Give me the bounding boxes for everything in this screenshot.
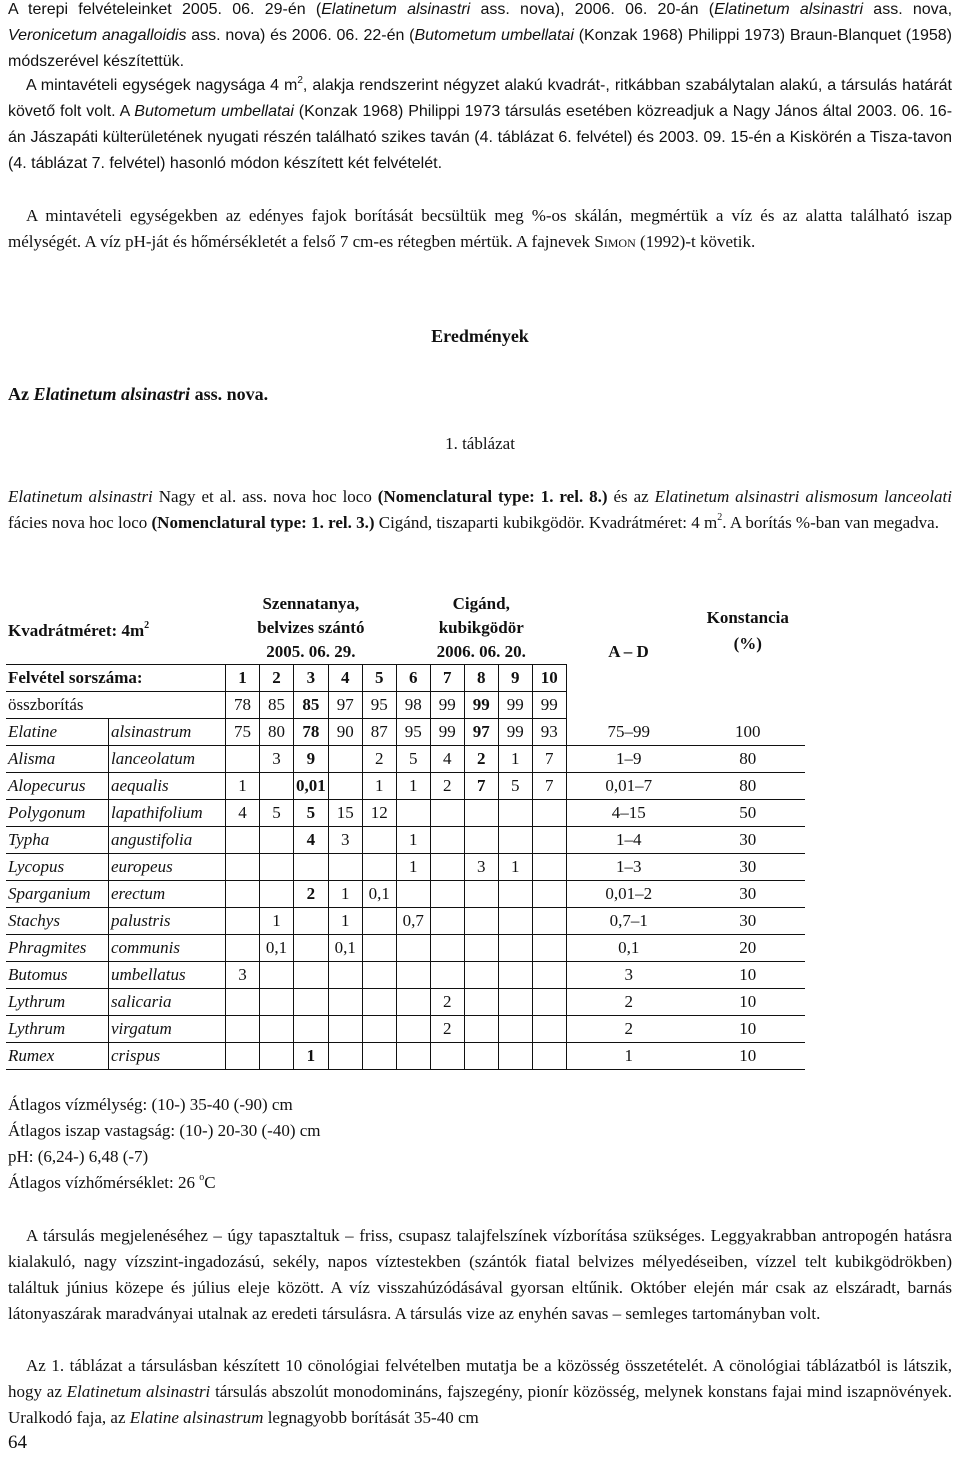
releve-number: 4	[328, 665, 362, 692]
cover-value	[362, 908, 396, 935]
releve-number: 5	[362, 665, 396, 692]
cover-value	[430, 908, 464, 935]
species-epithet: erectum	[109, 881, 226, 908]
ph-range: pH: (6,24-) 6,48 (-7)	[8, 1147, 149, 1166]
cover-value	[532, 827, 566, 854]
ad-value: 4–15	[566, 800, 691, 827]
cover-value	[328, 962, 362, 989]
cover-value	[362, 935, 396, 962]
ad-value: 1–4	[566, 827, 691, 854]
cover-value	[260, 773, 294, 800]
cover-value: 5	[294, 800, 329, 827]
cover-value	[532, 881, 566, 908]
species-genus: Alopecurus	[6, 773, 109, 800]
cover-value: 1	[328, 908, 362, 935]
species-epithet: lanceolatum	[109, 746, 226, 773]
site-statistics	[8, 1092, 321, 1196]
body-paragraph-2: Az 1. táblázat a társulásban készített 10 cönológiai felvételben mutatja be a közösség összetételét. A cönológiai táblázatból is látszik, hogy az Elatinetum alsinastri társulás abszolút monodomináns, fajszegény, pionír közösség, melynek konstans fajai mind iszapnövények. Uralkodó faja, az Elatine alsinastrum legnagyobb borítását 35-40 cm	[8, 1356, 952, 1427]
species-genus: Alisma	[6, 746, 109, 773]
cover-value	[362, 854, 396, 881]
cover-value	[532, 962, 566, 989]
cover-value	[532, 854, 566, 881]
cover-value: 1	[260, 908, 294, 935]
cover-value: 2	[430, 989, 464, 1016]
intro-paragraph-3: A mintavételi egységekben az edényes fajok borítását becsültük meg %-os skálán, megmértük a víz és az alatta található iszap mélységét. A víz pH-ját és hőmérsékletét a felső 7 cm-es rétegben mértük. A fajnevek Simon (1992)-t követik.	[8, 206, 952, 251]
cover-value: 95	[362, 692, 396, 719]
cover-value	[498, 881, 532, 908]
cover-value	[464, 935, 498, 962]
cover-value: 99	[464, 692, 498, 719]
cover-value: 78	[294, 719, 329, 746]
cover-value	[430, 1043, 464, 1070]
cover-value	[328, 773, 362, 800]
cover-value	[464, 908, 498, 935]
species-epithet: virgatum	[109, 1016, 226, 1043]
results-heading: Eredmények	[431, 326, 529, 346]
cover-value	[260, 1016, 294, 1043]
cover-value: 2	[430, 1016, 464, 1043]
species-genus: Rumex	[6, 1043, 109, 1070]
cover-value	[464, 1043, 498, 1070]
section-title: Az Elatinetum alsinastri ass. nova.	[8, 384, 269, 404]
konstancia-value: 80	[691, 746, 805, 773]
species-row	[6, 773, 805, 800]
species-epithet: palustris	[109, 908, 226, 935]
cover-value	[294, 1016, 329, 1043]
species-epithet: crispus	[109, 1043, 226, 1070]
quadrat-size-header: Kvadrátméret: $4m^2$	[8, 620, 150, 640]
cover-value	[498, 827, 532, 854]
cover-value: 1	[396, 773, 430, 800]
cover-value: 1	[498, 854, 532, 881]
konstancia-header: Konstancia (%)	[706, 608, 789, 654]
species-genus: Phragmites	[6, 935, 109, 962]
species-epithet: salicaria	[109, 989, 226, 1016]
intro-paragraph-2: A mintavételi egységek nagysága 4 $m^2$, alakja rendszerint négyzet alakú kvadrát-, ritkábban szabálytalan alakú, a társulás határát követő folt volt. A Butometum umbellatai (Konzak 1968) Philippi 1973 társulás esetében közreadjuk a Nagy János által 2003. 06. 16-án Jászapáti külterületének nyugati részén található szikes taván (4. táblázat 6. felvétel) és 2003. 09. 15-én a Kiskörén a Tisza-tavon (4. táblázat 7. felvétel) hasonló módon készített két felvételét.	[8, 74, 953, 172]
species-row	[6, 1016, 805, 1043]
cover-value: 93	[532, 719, 566, 746]
cover-value: 97	[328, 692, 362, 719]
species-genus: Stachys	[6, 908, 109, 935]
cover-value	[226, 881, 260, 908]
releve-number: 1	[226, 665, 260, 692]
cover-value	[498, 935, 532, 962]
cover-value	[226, 1043, 260, 1070]
konstancia-value: 80	[691, 773, 805, 800]
cover-value: 1	[396, 827, 430, 854]
table-number: 1. táblázat	[445, 434, 515, 453]
cover-value	[294, 854, 329, 881]
cover-value: 99	[498, 719, 532, 746]
species-row	[6, 908, 805, 935]
cover-value	[328, 1043, 362, 1070]
cover-value: 15	[328, 800, 362, 827]
cover-value: 4	[226, 800, 260, 827]
cover-value: 7	[464, 773, 498, 800]
cover-value	[430, 827, 464, 854]
cover-value	[396, 962, 430, 989]
cover-value: 99	[532, 692, 566, 719]
species-epithet: alsinastrum	[109, 719, 226, 746]
cover-value: 80	[260, 719, 294, 746]
cover-value	[396, 935, 430, 962]
avg-water-depth: Átlagos vízmélység: (10-) 35-40 (-90) cm	[8, 1095, 293, 1114]
cover-value	[294, 962, 329, 989]
species-epithet: umbellatus	[109, 962, 226, 989]
konstancia-value: 30	[691, 881, 805, 908]
cover-value	[396, 1016, 430, 1043]
cover-value	[430, 854, 464, 881]
cover-value: 0,1	[362, 881, 396, 908]
cover-value: 85	[260, 692, 294, 719]
cover-value: 3	[464, 854, 498, 881]
cover-value	[498, 962, 532, 989]
cover-value: 3	[328, 827, 362, 854]
cover-value: 5	[498, 773, 532, 800]
konstancia-value: 100	[691, 719, 805, 746]
cover-value	[430, 881, 464, 908]
cover-value	[362, 989, 396, 1016]
species-genus: Lythrum	[6, 989, 109, 1016]
cover-value: 3	[226, 962, 260, 989]
releve-number: 2	[260, 665, 294, 692]
cover-value	[532, 1016, 566, 1043]
cover-value: 5	[260, 800, 294, 827]
cover-value	[226, 908, 260, 935]
releve-number: 10	[532, 665, 566, 692]
cover-value	[226, 854, 260, 881]
cover-value: 9	[294, 746, 329, 773]
releve-number: 3	[294, 665, 329, 692]
ad-value: 0,01–2	[566, 881, 691, 908]
total-cover-label: összborítás	[6, 692, 226, 719]
body-paragraph-1: A társulás megjelenéséhez – úgy tapasztaltuk – friss, csupasz talajfelszínek vízborítása szükséges. Leggyakrabban antropogén hatásra kialakuló, nagy vízszint-ingadozású, sekély, napos víztestekben (szántók fiatal belvizes mélyedéseiben, vízzel telt kubikgödrökben) találtuk június közepe és július eleje között. A víz visszahúzódásával gyorsan eltűnik. Október elején már csak az elszáradt, barnás látonyaszárak maradványai utalnak az eredeti társulásra. A társulás vize az enyhén savas – semleges tartományban volt.	[8, 1226, 952, 1323]
cover-value	[226, 935, 260, 962]
cover-value: 99	[430, 692, 464, 719]
releve-number-label: Felvétel sorszáma:	[6, 665, 226, 692]
cover-value: 90	[328, 719, 362, 746]
cover-value: 85	[294, 692, 329, 719]
cover-value	[498, 800, 532, 827]
cover-value	[498, 989, 532, 1016]
species-epithet: communis	[109, 935, 226, 962]
cover-value	[464, 989, 498, 1016]
ad-value: 2	[566, 989, 691, 1016]
cover-value	[532, 800, 566, 827]
cover-value: 97	[464, 719, 498, 746]
cover-value	[328, 854, 362, 881]
cover-value	[294, 935, 329, 962]
cover-value: 2	[464, 746, 498, 773]
cover-value	[464, 800, 498, 827]
site-szennatanya-header: Szennatanya, belvizes szántó 2005. 06. 29.	[257, 594, 365, 661]
avg-water-temperature: Átlagos vízhőmérséklet: 26 $^o$C	[8, 1172, 216, 1192]
cover-value: 0,01	[294, 773, 329, 800]
cover-value: 98	[396, 692, 430, 719]
ad-value: 0,1	[566, 935, 691, 962]
species-row	[6, 719, 805, 746]
species-row	[6, 746, 805, 773]
cover-value	[396, 800, 430, 827]
cover-value: 0,1	[260, 935, 294, 962]
cover-value	[226, 827, 260, 854]
releve-number: 9	[498, 665, 532, 692]
species-row	[6, 1043, 805, 1070]
cover-value	[498, 1043, 532, 1070]
species-epithet: angustifolia	[109, 827, 226, 854]
cover-value	[430, 962, 464, 989]
page-number: 64	[8, 1432, 27, 1453]
intro-paragraph-1: A terepi felvételeinket 2005. 06. 29-én (Elatinetum alsinastri ass. nova), 2006. 06. 20-án (Elatinetum alsinastri ass. nova, Veronicetum anagalloidis ass. nova) és 2006. 06. 22-én (Butometum umbellatai (Konzak 1968) Philippi 1973) Braun-Blanquet (1958) módszerével készítettük.	[8, 1, 953, 70]
cover-value	[532, 908, 566, 935]
konstancia-value: 10	[691, 1043, 805, 1070]
phytosociological-table	[6, 592, 805, 1070]
cover-value	[260, 1043, 294, 1070]
konstancia-value: 10	[691, 989, 805, 1016]
species-epithet: aequalis	[109, 773, 226, 800]
species-row	[6, 800, 805, 827]
cover-value	[396, 1043, 430, 1070]
cover-value: 1	[226, 773, 260, 800]
cover-value: 2	[362, 746, 396, 773]
ad-header: A – D	[608, 641, 649, 661]
cover-value	[260, 962, 294, 989]
species-row	[6, 935, 805, 962]
ad-value: 0,7–1	[566, 908, 691, 935]
species-epithet: lapathifolium	[109, 800, 226, 827]
species-epithet: europeus	[109, 854, 226, 881]
ad-value: 2	[566, 1016, 691, 1043]
cover-value: 95	[396, 719, 430, 746]
cover-value	[260, 881, 294, 908]
cover-value: 7	[532, 746, 566, 773]
table-caption: Elatinetum alsinastri Nagy et al. ass. nova hoc loco (Nomenclatural type: 1. rel. 8.) és az Elatinetum alsinastri alismosum lanceolati fácies nova hoc loco (Nomenclatural type: 1. rel. 3.) Cigánd, tiszaparti kubikgödör. Kvadrátméret: 4 $m^2$. A borítás %-ban van megadva.	[8, 487, 952, 532]
species-genus: Typha	[6, 827, 109, 854]
cover-value	[362, 827, 396, 854]
species-rows	[6, 719, 805, 1070]
cover-value: 4	[294, 827, 329, 854]
releve-number: 6	[396, 665, 430, 692]
cover-value	[430, 800, 464, 827]
ad-value: 75–99	[566, 719, 691, 746]
releve-number: 7	[430, 665, 464, 692]
cover-value: 87	[362, 719, 396, 746]
konstancia-value: 10	[691, 962, 805, 989]
cover-value	[396, 989, 430, 1016]
cover-value	[430, 935, 464, 962]
cover-value	[464, 881, 498, 908]
cover-value: 12	[362, 800, 396, 827]
species-genus: Butomus	[6, 962, 109, 989]
cover-value: 7	[532, 773, 566, 800]
cover-value	[328, 1016, 362, 1043]
cover-value	[532, 989, 566, 1016]
species-genus: Sparganium	[6, 881, 109, 908]
cover-value: 78	[226, 692, 260, 719]
cover-value	[532, 1043, 566, 1070]
cover-value	[328, 989, 362, 1016]
ad-value: 0,01–7	[566, 773, 691, 800]
cover-value	[532, 935, 566, 962]
konstancia-value: 50	[691, 800, 805, 827]
site-cigand-header: Cigánd, kubikgödör 2006. 06. 20.	[436, 594, 526, 661]
cover-value: 1	[396, 854, 430, 881]
cover-value: 2	[294, 881, 329, 908]
species-row	[6, 854, 805, 881]
konstancia-value: 10	[691, 1016, 805, 1043]
cover-value	[226, 746, 260, 773]
cover-value: 99	[498, 692, 532, 719]
cover-value: 1	[362, 773, 396, 800]
cover-value: 75	[226, 719, 260, 746]
cover-value	[328, 746, 362, 773]
cover-value	[362, 962, 396, 989]
cover-value	[498, 1016, 532, 1043]
konstancia-value: 20	[691, 935, 805, 962]
table-header-row	[6, 592, 805, 665]
cover-value	[260, 989, 294, 1016]
cover-value	[294, 989, 329, 1016]
ad-value: 3	[566, 962, 691, 989]
cover-value	[464, 1016, 498, 1043]
cover-value	[260, 827, 294, 854]
cover-value: 5	[396, 746, 430, 773]
cover-value: 99	[430, 719, 464, 746]
species-genus: Polygonum	[6, 800, 109, 827]
releve-number-row	[6, 665, 805, 692]
ad-value: 1–3	[566, 854, 691, 881]
species-genus: Lycopus	[6, 854, 109, 881]
species-row	[6, 881, 805, 908]
species-genus: Elatine	[6, 719, 109, 746]
species-genus: Lythrum	[6, 1016, 109, 1043]
cover-value	[260, 854, 294, 881]
cover-value: 1	[498, 746, 532, 773]
konstancia-value: 30	[691, 854, 805, 881]
cover-value: 2	[430, 773, 464, 800]
cover-value: 3	[260, 746, 294, 773]
ad-value: 1–9	[566, 746, 691, 773]
cover-value	[498, 908, 532, 935]
konstancia-value: 30	[691, 908, 805, 935]
ad-value: 1	[566, 1043, 691, 1070]
cover-value: 1	[328, 881, 362, 908]
species-row	[6, 989, 805, 1016]
avg-mud-thickness: Átlagos iszap vastagság: (10-) 20-30 (-40) cm	[8, 1121, 321, 1140]
cover-value	[464, 827, 498, 854]
cover-value: 0,1	[328, 935, 362, 962]
cover-value: 0,7	[396, 908, 430, 935]
species-row	[6, 827, 805, 854]
cover-value: 4	[430, 746, 464, 773]
cover-value	[294, 908, 329, 935]
cover-value	[226, 1016, 260, 1043]
cover-value	[464, 962, 498, 989]
releve-number: 8	[464, 665, 498, 692]
cover-value	[396, 881, 430, 908]
cover-value	[226, 989, 260, 1016]
total-cover-row	[6, 692, 805, 719]
konstancia-value: 30	[691, 827, 805, 854]
cover-value	[362, 1043, 396, 1070]
cover-value	[362, 1016, 396, 1043]
cover-value: 1	[294, 1043, 329, 1070]
species-row	[6, 962, 805, 989]
